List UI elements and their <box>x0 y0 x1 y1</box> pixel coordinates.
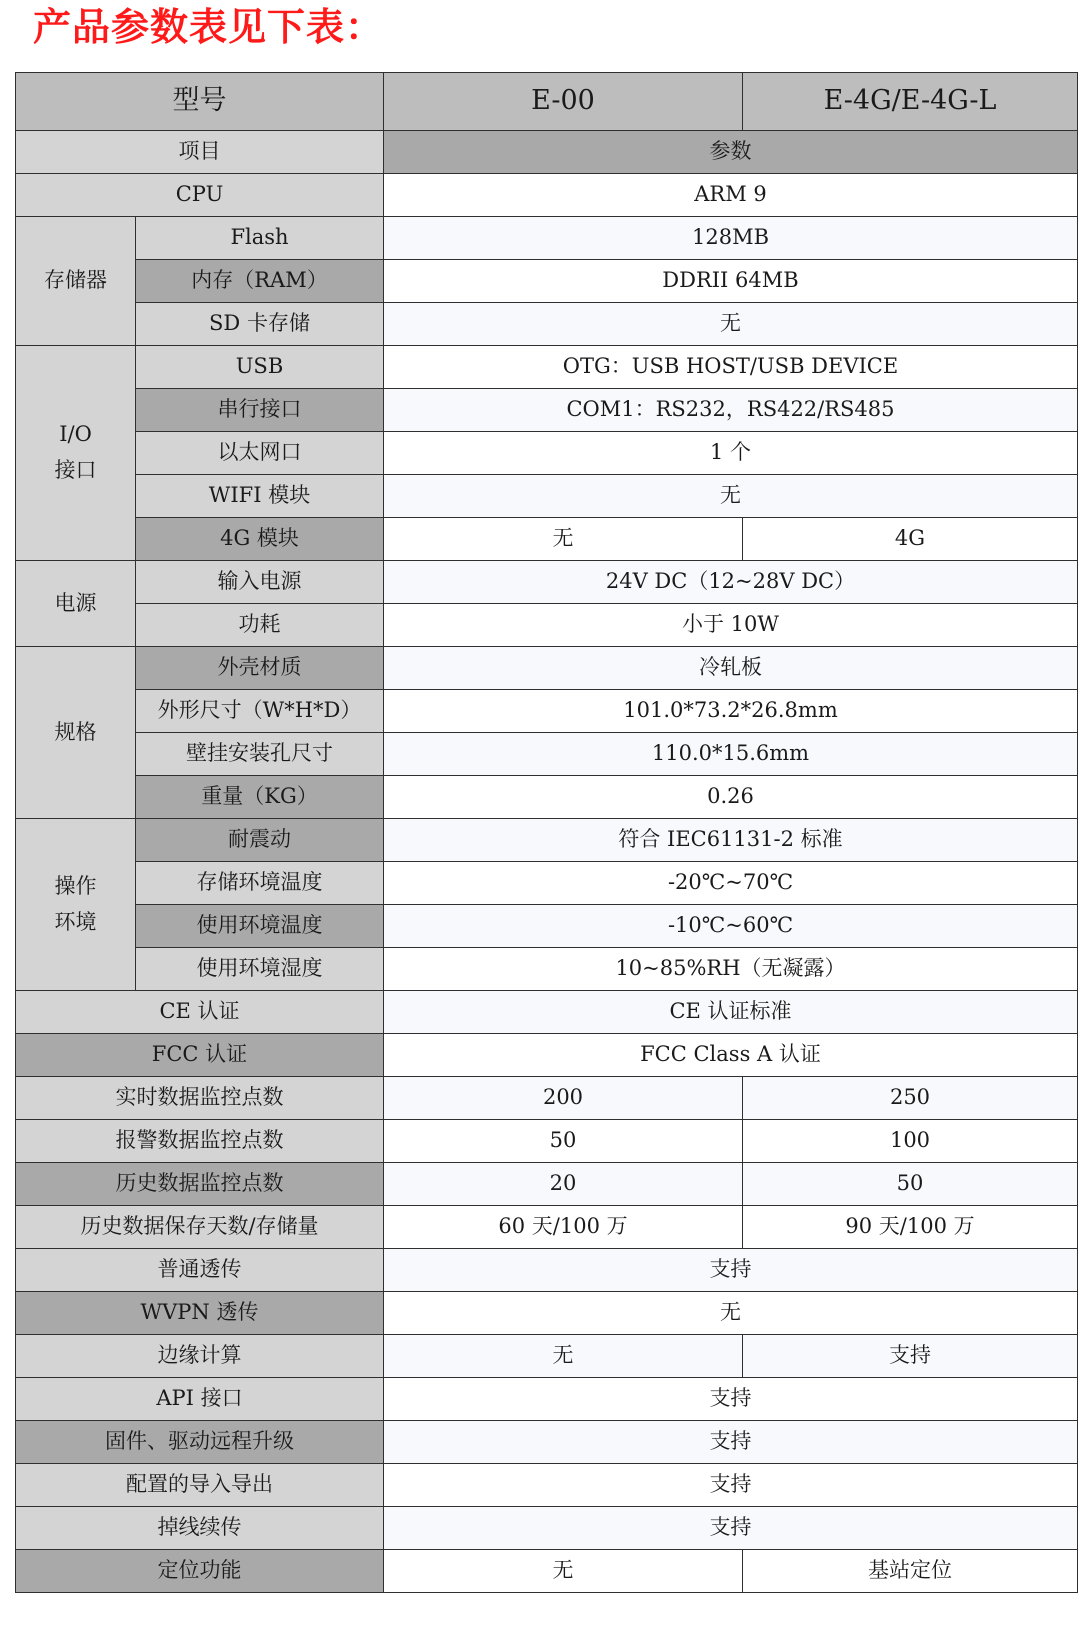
row-value: 10~85%RH（无凝露） <box>384 948 1078 991</box>
row-label: FCC 认证 <box>16 1034 384 1077</box>
table-subheader-row <box>16 131 1078 174</box>
row-value: FCC Class A 认证 <box>384 1034 1078 1077</box>
table-row <box>16 518 1078 561</box>
table-row <box>16 862 1078 905</box>
table-row <box>16 260 1078 303</box>
group-label-line: I/O <box>59 422 92 447</box>
table-row <box>16 475 1078 518</box>
param-label: 参数 <box>384 131 1078 174</box>
row-value-a: 60 天/100 万 <box>384 1206 743 1249</box>
row-label: 实时数据监控点数 <box>16 1077 384 1120</box>
row-value: -20℃~70℃ <box>384 862 1078 905</box>
row-value: 支持 <box>384 1378 1078 1421</box>
group-label-storage: 存储器 <box>16 217 136 346</box>
model-b: E-4G/E-4G-L <box>743 73 1078 131</box>
table-row <box>16 217 1078 260</box>
row-label: 壁挂安装孔尺寸 <box>136 733 384 776</box>
table-row <box>16 948 1078 991</box>
row-value-b: 基站定位 <box>743 1550 1078 1593</box>
table-row <box>16 1292 1078 1335</box>
row-label: 外壳材质 <box>136 647 384 690</box>
row-value-a: 50 <box>384 1120 743 1163</box>
row-value-a: 200 <box>384 1077 743 1120</box>
table-header-row <box>16 73 1078 131</box>
table-row <box>16 604 1078 647</box>
row-value: 1 个 <box>384 432 1078 475</box>
row-value-b: 250 <box>743 1077 1078 1120</box>
row-label: 耐震动 <box>136 819 384 862</box>
row-value: 支持 <box>384 1507 1078 1550</box>
row-label: 固件、驱动远程升级 <box>16 1421 384 1464</box>
table-row <box>16 1249 1078 1292</box>
row-value: 无 <box>384 303 1078 346</box>
table-row <box>16 561 1078 604</box>
row-value: 无 <box>384 475 1078 518</box>
row-value: 小于 10W <box>384 604 1078 647</box>
row-label: USB <box>136 346 384 389</box>
row-value: CE 认证标准 <box>384 991 1078 1034</box>
group-label-spec: 规格 <box>16 647 136 819</box>
row-value: 110.0*15.6mm <box>384 733 1078 776</box>
table-row <box>16 1077 1078 1120</box>
row-value: 0.26 <box>384 776 1078 819</box>
item-label: 项目 <box>16 131 384 174</box>
row-label: 历史数据监控点数 <box>16 1163 384 1206</box>
table-row <box>16 733 1078 776</box>
spec-table <box>15 72 1078 1593</box>
row-label: 输入电源 <box>136 561 384 604</box>
table-row <box>16 819 1078 862</box>
row-value-b: 4G <box>743 518 1078 561</box>
row-value-a: 无 <box>384 1335 743 1378</box>
row-value: 101.0*73.2*26.8mm <box>384 690 1078 733</box>
row-value: ARM 9 <box>384 174 1078 217</box>
row-label: API 接口 <box>16 1378 384 1421</box>
row-label: 历史数据保存天数/存储量 <box>16 1206 384 1249</box>
row-value-b: 支持 <box>743 1335 1078 1378</box>
row-label: 内存（RAM） <box>136 260 384 303</box>
group-label-env <box>16 819 136 991</box>
row-value-b: 90 天/100 万 <box>743 1206 1078 1249</box>
row-label: 使用环境温度 <box>136 905 384 948</box>
table-row <box>16 647 1078 690</box>
row-value: COM1：RS232，RS422/RS485 <box>384 389 1078 432</box>
table-row <box>16 1034 1078 1077</box>
row-label: 重量（KG） <box>136 776 384 819</box>
table-row <box>16 1163 1078 1206</box>
row-label: 定位功能 <box>16 1550 384 1593</box>
table-row <box>16 690 1078 733</box>
row-label: 4G 模块 <box>136 518 384 561</box>
table-row <box>16 776 1078 819</box>
table-row <box>16 1464 1078 1507</box>
table-row <box>16 432 1078 475</box>
row-label: CE 认证 <box>16 991 384 1034</box>
row-value-a: 20 <box>384 1163 743 1206</box>
table-row <box>16 1550 1078 1593</box>
table-row <box>16 346 1078 389</box>
table-row <box>16 905 1078 948</box>
row-label: 功耗 <box>136 604 384 647</box>
row-label: 配置的导入导出 <box>16 1464 384 1507</box>
row-value: 无 <box>384 1292 1078 1335</box>
row-value-a: 无 <box>384 1550 743 1593</box>
row-value: 128MB <box>384 217 1078 260</box>
row-value: DDRII 64MB <box>384 260 1078 303</box>
table-row <box>16 1378 1078 1421</box>
group-label-power: 电源 <box>16 561 136 647</box>
row-label: Flash <box>136 217 384 260</box>
row-label: 外形尺寸（W*H*D） <box>136 690 384 733</box>
row-value: OTG：USB HOST/USB DEVICE <box>384 346 1078 389</box>
row-label: 报警数据监控点数 <box>16 1120 384 1163</box>
table-row <box>16 1335 1078 1378</box>
row-label: WIFI 模块 <box>136 475 384 518</box>
row-label: 串行接口 <box>136 389 384 432</box>
row-label: 存储环境温度 <box>136 862 384 905</box>
row-value-b: 50 <box>743 1163 1078 1206</box>
group-label-line: 接口 <box>54 458 97 482</box>
table-row <box>16 1421 1078 1464</box>
row-value: 冷轧板 <box>384 647 1078 690</box>
row-label: 普通透传 <box>16 1249 384 1292</box>
table-row <box>16 303 1078 346</box>
row-label: 以太网口 <box>136 432 384 475</box>
row-value: 支持 <box>384 1249 1078 1292</box>
row-value: 符合 IEC61131-2 标准 <box>384 819 1078 862</box>
table-row <box>16 174 1078 217</box>
row-value: -10℃~60℃ <box>384 905 1078 948</box>
group-label-line: 操作 <box>54 873 97 898</box>
table-row <box>16 991 1078 1034</box>
page-title: 产品参数表见下表： <box>33 5 385 49</box>
model-a: E-00 <box>384 73 743 131</box>
row-value: 24V DC（12~28V DC） <box>384 561 1078 604</box>
row-label: 使用环境湿度 <box>136 948 384 991</box>
row-value-b: 100 <box>743 1120 1078 1163</box>
row-label: CPU <box>16 174 384 217</box>
table-row <box>16 1507 1078 1550</box>
table-row <box>16 1120 1078 1163</box>
table-row <box>16 1206 1078 1249</box>
group-label-io <box>16 346 136 561</box>
row-value: 支持 <box>384 1421 1078 1464</box>
row-label: 掉线续传 <box>16 1507 384 1550</box>
table-row <box>16 389 1078 432</box>
row-value: 支持 <box>384 1464 1078 1507</box>
row-value-a: 无 <box>384 518 743 561</box>
row-label: 边缘计算 <box>16 1335 384 1378</box>
row-label: WVPN 透传 <box>16 1292 384 1335</box>
row-label: SD 卡存储 <box>136 303 384 346</box>
model-label: 型号 <box>16 73 384 131</box>
group-label-line: 环境 <box>54 909 97 934</box>
